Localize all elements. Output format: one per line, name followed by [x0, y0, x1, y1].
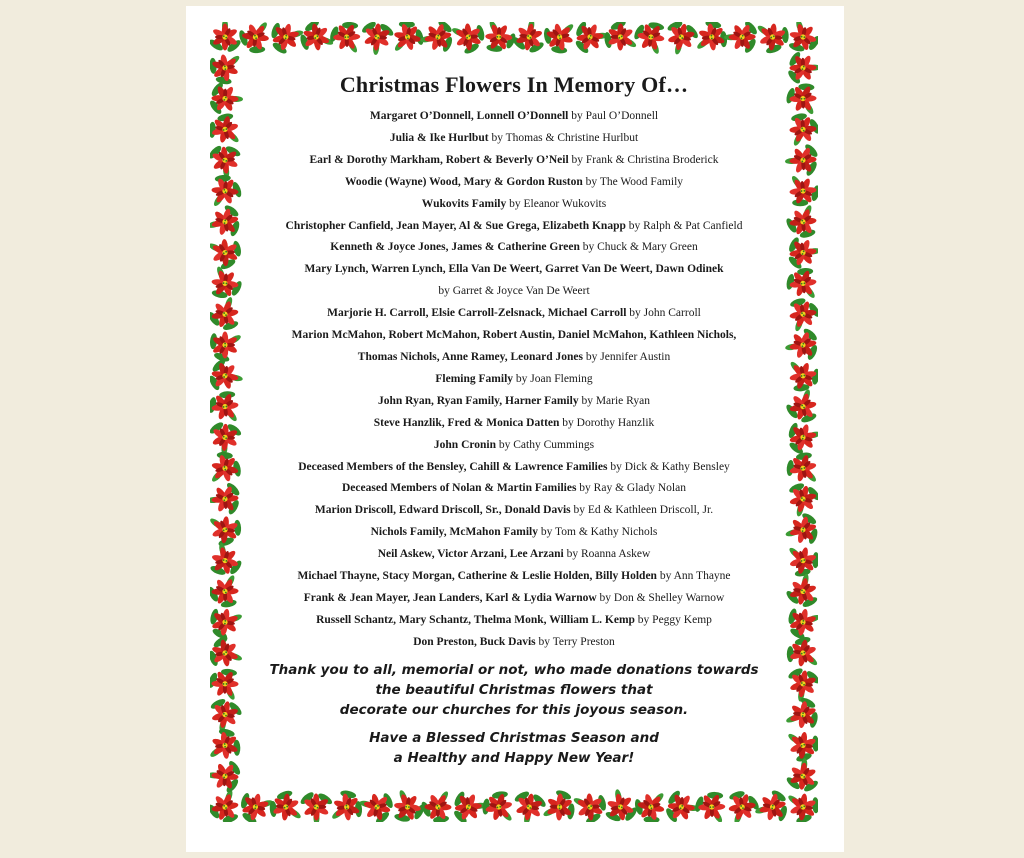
memorial-entry — [252, 588, 776, 610]
memorial-donor: by Dick & Kathy Bensley — [607, 460, 730, 473]
poinsettia-icon — [358, 22, 396, 56]
memorial-donor: by Ralph & Pat Canfield — [625, 219, 743, 232]
memorial-donor: by Ray & Glady Nolan — [576, 482, 686, 495]
poinsettia-icon — [571, 22, 609, 56]
memorial-entry — [252, 632, 776, 654]
poinsettia-icon — [782, 478, 818, 521]
memorial-names: Marion McMahon, Robert McMahon, Robert Austin, Daniel McMahon, Kathleen Nichols, — [291, 329, 737, 342]
poinsettia-icon — [778, 721, 818, 770]
memorial-entry — [252, 303, 776, 325]
memorial-donor: by Jennifer Austin — [583, 350, 671, 363]
memorial-entry — [252, 610, 776, 632]
memorial-entry — [252, 478, 776, 500]
memorial-entry — [252, 391, 776, 413]
memorial-entry — [252, 259, 776, 281]
memorial-names: John Cronin — [433, 438, 497, 451]
memorial-entry — [252, 237, 776, 259]
poinsettia-icon — [566, 783, 613, 822]
memorial-entry — [252, 522, 776, 544]
memorial-donor: by Ed & Kathleen Driscoll, Jr. — [570, 504, 714, 517]
memorial-entry — [252, 457, 776, 479]
poinsettia-icon — [299, 790, 335, 822]
memorial-entry — [252, 172, 776, 194]
memorial-donor: by Joan Fleming — [513, 372, 593, 385]
memorial-names: Steve Hanzlik, Fred & Monica Datten — [373, 416, 560, 429]
poinsettia-icon — [210, 355, 246, 396]
poinsettia-icon — [210, 758, 243, 795]
poinsettia-icon — [210, 661, 249, 708]
memorial-entry — [252, 150, 776, 172]
memorial-entry — [252, 106, 776, 128]
memorial-names: Kenneth & Joyce Jones, James & Catherine Green — [330, 241, 580, 254]
memorial-names: Woodie (Wayne) Wood, Mary & Gordon Ruston — [344, 175, 583, 188]
poinsettia-icon — [509, 22, 549, 57]
thanks-line: the beautiful Christmas flowers that — [375, 681, 653, 698]
poinsettia-icon — [210, 567, 249, 614]
memorial-donor: by Ann Thayne — [656, 570, 731, 583]
poinsettia-icon — [660, 22, 703, 59]
memorial-names: Deceased Members of Nolan & Martin Families — [342, 482, 577, 495]
poinsettia-icon — [783, 416, 818, 458]
poinsettia-icon — [210, 80, 244, 116]
memorial-donor: by Thomas & Christine Hurlbut — [488, 131, 639, 144]
memorial-names: Frank & Jean Mayer, Jean Landers, Karl & Lydia Warnow — [303, 591, 597, 604]
memorial-names: Michael Thayne, Stacy Morgan, Catherine & Leslie Holden, Billy Holden — [297, 570, 657, 583]
memorial-donor: by The Wood Family — [582, 175, 684, 188]
memorial-names: Marjorie H. Carroll, Elsie Carroll-Zelsnack, Michael Carroll — [327, 307, 627, 320]
poinsettia-icon — [210, 420, 243, 457]
blessing-line: a Healthy and Happy New Year! — [393, 749, 635, 766]
poinsettia-icon — [688, 783, 736, 822]
memorial-names: Wukovits Family — [421, 197, 507, 210]
memorial-names: Christopher Canfield, Jean Mayer, Al & Sue Grega, Elizabeth Knapp — [285, 219, 626, 232]
memorial-entry — [252, 435, 776, 457]
memorial-names: Earl & Dorothy Markham, Robert & Beverly O’Neil — [309, 153, 569, 166]
thanks-line: Thank you to all, memorial or not, who made donations towards — [269, 661, 759, 678]
memorial-entry — [252, 369, 776, 391]
memorial-names: Julia & Ike Hurlbut — [389, 131, 489, 144]
memorial-donor: by Don & Shelley Warnow — [596, 591, 725, 604]
memorial-donor: by Garret & Joyce Van De Weert — [438, 285, 590, 298]
poinsettia-icon — [784, 756, 818, 794]
poinsettia-icon — [210, 142, 244, 180]
memorial-entry — [252, 347, 776, 369]
page-title: Christmas Flowers In Memory Of… — [339, 72, 689, 97]
memorial-names: Mary Lynch, Warren Lynch, Ella Van De Weert, Garret Van De Weert, Dawn Odinek — [304, 263, 724, 276]
poinsettia-icon — [210, 291, 247, 335]
memorial-names: John Ryan, Ryan Family, Harner Family — [378, 394, 579, 407]
memorial-names: Fleming Family — [435, 372, 514, 385]
poinsettia-icon — [210, 539, 246, 581]
blessing-line: Have a Blessed Christmas Season and — [369, 729, 659, 746]
memorial-names: Nichols Family, McMahon Family — [370, 526, 538, 539]
memorial-donor: by Tom & Kathy Nichols — [537, 526, 658, 539]
poinsettia-icon — [509, 787, 549, 822]
poinsettia-icon — [782, 325, 818, 365]
poinsettia-icon — [210, 631, 248, 676]
memorial-entry — [252, 500, 776, 522]
memorial-names: Russell Schantz, Mary Schantz, Thelma Monk, William L. Kemp — [316, 613, 635, 626]
poinsettia-icon — [781, 600, 818, 644]
memorial-donor: by Peggy Kemp — [634, 613, 712, 626]
memorial-donor: by Roanna Askew — [563, 548, 651, 561]
poinsettia-icon — [786, 50, 818, 86]
memorial-entry — [252, 325, 776, 347]
poinsettia-icon — [783, 664, 818, 704]
memorial-donor: by Marie Ryan — [578, 394, 650, 407]
memorial-names: Margaret O’Donnell, Lonnell O’Donnell — [369, 110, 569, 122]
memorial-entry — [252, 544, 776, 566]
memorial-donor: by Frank & Christina Broderick — [568, 153, 719, 166]
poinsettia-icon — [600, 786, 641, 822]
entries-list — [252, 106, 776, 654]
poinsettia-icon — [450, 788, 488, 822]
poinsettia-icon — [628, 22, 673, 60]
memorial-entry — [252, 413, 776, 435]
poinsettia-icon — [784, 233, 818, 272]
poinsettia-icon — [210, 229, 248, 276]
memorial-donor: by Cathy Cummings — [496, 438, 595, 451]
memorial-donor: by Dorothy Hanzlik — [559, 416, 655, 429]
memorial-names: Deceased Members of the Bensley, Cahill & Lawrence Families — [298, 460, 608, 473]
memorial-donor: by Chuck & Mary Green — [579, 241, 698, 254]
poinsettia-icon — [719, 785, 764, 822]
memorial-names: Thomas Nichols, Anne Ramey, Leonard Jones — [357, 350, 584, 363]
poinsettia-icon — [210, 22, 242, 54]
memorial-entry — [252, 216, 776, 238]
poinsettia-icon — [780, 292, 818, 337]
blessing-message — [252, 728, 776, 768]
thanks-line: decorate our churches for this joyous season. — [339, 701, 689, 718]
memorial-entry — [252, 281, 776, 303]
memorial-list — [252, 72, 776, 768]
memorial-entry — [252, 128, 776, 150]
memorial-entry — [252, 194, 776, 216]
thanks-message — [252, 660, 776, 720]
memorial-donor: by Paul O’Donnell — [568, 110, 659, 122]
memorial-names: Don Preston, Buck Davis — [413, 635, 536, 648]
poinsettia-icon — [784, 142, 818, 179]
poinsettia-icon — [355, 786, 398, 822]
closing-message — [252, 660, 776, 768]
memorial-entry — [252, 566, 776, 588]
memorial-names: Neil Askew, Victor Arzani, Lee Arzani — [377, 548, 564, 561]
poinsettia-icon — [475, 783, 524, 822]
poinsettia-icon — [687, 22, 736, 62]
poinsettia-icon — [210, 480, 243, 518]
memorial-donor: by Terry Preston — [535, 635, 615, 648]
memorial-donor: by Eleanor Wukovits — [506, 197, 607, 210]
poinsettia-icon — [724, 22, 759, 55]
poinsettia-icon — [417, 22, 458, 58]
poinsettia-icon — [663, 788, 701, 822]
memorial-donor: by John Carroll — [626, 307, 701, 320]
poinsettia-icon — [210, 201, 246, 243]
memorial-names: Marion Driscoll, Edward Driscoll, Sr., Donald Davis — [314, 504, 571, 517]
